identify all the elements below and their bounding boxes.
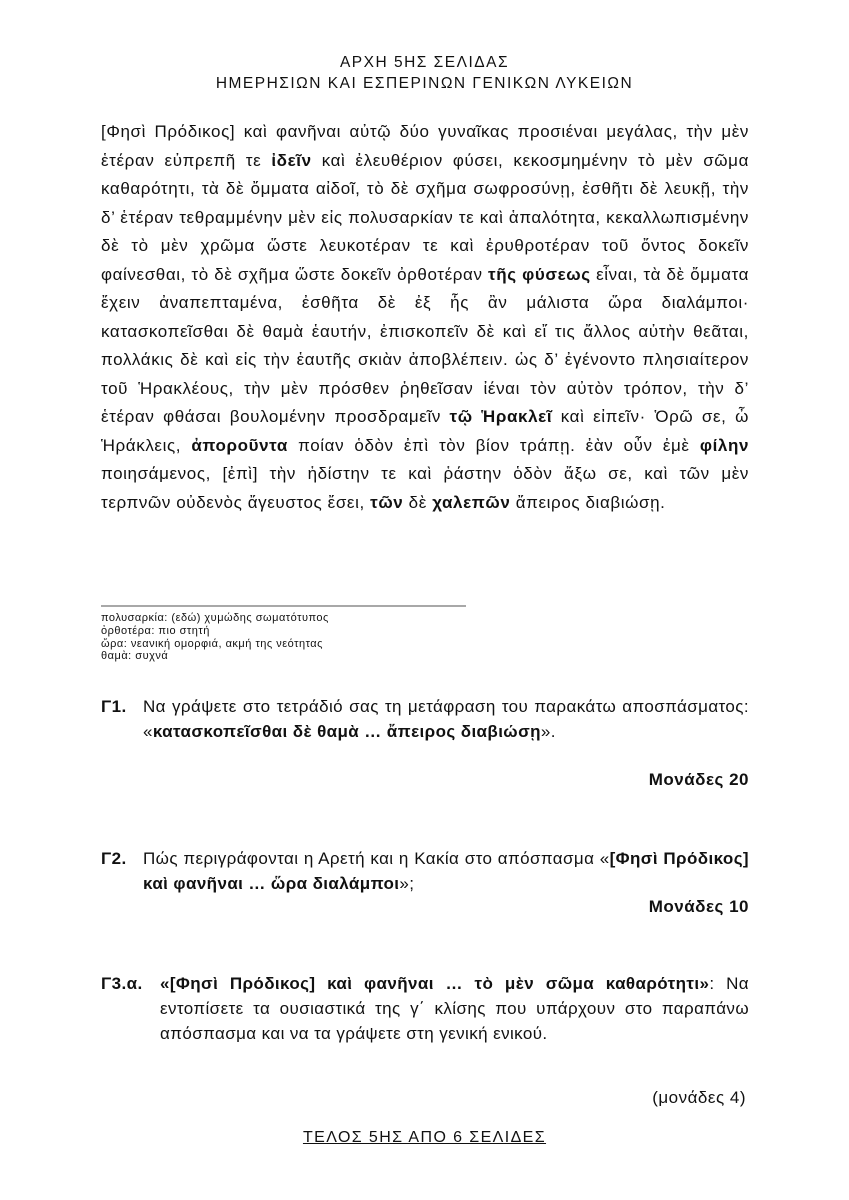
passage-segment: ἄπειρος διαβιώσῃ. <box>510 492 666 512</box>
footnote: πολυσαρκία: (εδώ) χυμώδης σωματότυπος <box>101 612 329 624</box>
passage-segment: καὶ εἰπεῖν· Ὁρῶ σε, ὦ Ἡράκλεις, <box>101 407 749 455</box>
page-header <box>0 52 849 94</box>
question-number: Γ2. <box>101 849 127 868</box>
question-number: Γ1. <box>101 697 127 716</box>
passage-segment: εἶναι, τὰ δὲ ὄμματα ἔχειν ἀναπεπταμένα, ἐσθῆτα δὲ ἐξ ἧς ἂν μάλιστα ὥρα διαλάμποι· κατασκοπεῖσθαι δὲ θαμὰ ἑαυτήν, ἐπισκοπεῖν δὲ καὶ εἴ τις ἄλλος αὐτὴν θεᾶται, πολλάκις δὲ καὶ εἰς τὴν ἑαυτῆς σκιὰν ἀποβλέπειν. ὡς δ’ ἐγένοντο πλησιαίτερον τοῦ Ἡρακλέους, τὴν μὲν πρόσθεν ῥηθεῖσαν ἰέναι τὸν αὐτὸν τρόπον, τὴν δ’ ἑτέραν φθάσαι βουλομένην προσδραμεῖν <box>101 264 750 426</box>
question-punct: ». <box>540 722 556 741</box>
question-text <box>160 971 749 1046</box>
passage-bold-segment: φίλην <box>699 435 750 455</box>
question-quote: κατασκοπεῖσθαι δὲ θαμὰ … ἄπειρος διαβιώσῃ <box>152 722 541 741</box>
question-text <box>143 846 749 896</box>
question-prompt: Να γράψετε στο τετράδιό σας τη μετάφραση του παρακάτω αποσπάσματος: « <box>143 697 749 741</box>
passage-bold-segment: τῷ Ἡρακλεῖ <box>449 407 553 426</box>
passage-segment: δὲ <box>403 492 433 512</box>
marks-g3a: (μονάδες 4) <box>652 1088 746 1107</box>
page-footer: ΤΕΛΟΣ 5ΗΣ ΑΠΟ 6 ΣΕΛΙΔΕΣ <box>302 1129 547 1146</box>
question-quote: [Φησὶ Πρόδικος] καὶ φανῆναι … ὥρα διαλάμποι <box>143 849 749 893</box>
passage-bold-segment: τῶν <box>370 492 404 512</box>
footnote: ὥρα: νεανική ομορφιά, ακμή της νεότητας <box>101 637 323 650</box>
marks-g1: Μονάδες 20 <box>648 770 749 789</box>
passage-bold-segment: τῆς φύσεως <box>488 264 591 284</box>
passage-segment: ποίαν ὁδὸν ἐπὶ τὸν βίον τράπῃ. ἐὰν οὖν ἐμὲ <box>287 435 700 455</box>
passage-bold-segment: ἰδεῖν <box>271 150 312 170</box>
question-g1 <box>101 694 749 744</box>
marks-g2: Μονάδες 10 <box>648 897 749 916</box>
passage-bold-segment: χαλεπῶν <box>432 492 511 512</box>
header-line-1: ΑΡΧΗ 5ΗΣ ΣΕΛΙΔΑΣ <box>339 54 510 71</box>
question-prompt: Πώς περιγράφονται η Αρετή και η Κακία στο απόσπασμα « <box>143 849 610 868</box>
footnote-divider <box>101 605 466 607</box>
footnote: θαμὰ: συχνά <box>101 650 169 663</box>
passage-segment: ποιησάμενος, [ἐπὶ] τὴν ἡδίστην τε καὶ ῥάστην ὁδὸν ἄξω σε, καὶ τῶν μὲν τερπνῶν οὐδενὸς ἄγευστος ἔσει, <box>101 464 749 512</box>
footnotes <box>101 612 501 663</box>
question-g3a <box>101 971 749 1046</box>
header-line-2: ΗΜΕΡΗΣΙΩΝ ΚΑΙ ΕΣΠΕΡΙΝΩΝ ΓΕΝΙΚΩΝ ΛΥΚΕΙΩΝ <box>215 75 634 92</box>
footnote: ὀρθοτέρα: πιο στητή <box>101 624 210 637</box>
question-number: Γ3.α. <box>101 974 143 993</box>
question-punct: »; <box>399 874 415 893</box>
passage-segment: [Φησὶ Πρόδικος] καὶ φανῆναι αὐτῷ δύο γυναῖκας προσιέναι μεγάλας, τὴν μὲν ἑτέραν εὐπρεπῆ τε <box>101 122 749 170</box>
question-g2 <box>101 846 749 896</box>
passage-segment: καὶ ἐλευθέριον φύσει, κεκοσμημένην τὸ μὲν σῶμα καθαρότητι, τὰ δὲ ὄμματα αἰδοῖ, τὸ δὲ σχῆμα σωφροσύνῃ, ἐσθῆτι δὲ λευκῇ, τὴν δ’ ἑτέραν τεθραμμένην μὲν εἰς πολυσαρκίαν τε καὶ ἁπαλότητα, κεκαλλωπισμένην δὲ τὸ μὲν χρῶμα ὥστε λευκοτέραν τε καὶ ἐρυθροτέραν τοῦ ὄντος δοκεῖν φαίνεσθαι, τὸ δὲ σχῆμα ὥστε δοκεῖν ὀρθοτέραν <box>101 150 749 284</box>
question-text <box>143 694 749 744</box>
passage-bold-segment: ἀποροῦντα <box>191 435 288 455</box>
question-quote: «[Φησὶ Πρόδικος] καὶ φανῆναι … τὸ μὲν σῶμα καθαρότητι» <box>160 974 710 993</box>
question-prompt: : Να εντοπίσετε τα ουσιαστικά της γ΄ κλίσης που υπάρχουν στο παραπάνω απόσπασμα και να τα γράψετε στη γενική ενικού. <box>160 974 750 1043</box>
ancient-greek-passage <box>101 118 749 517</box>
